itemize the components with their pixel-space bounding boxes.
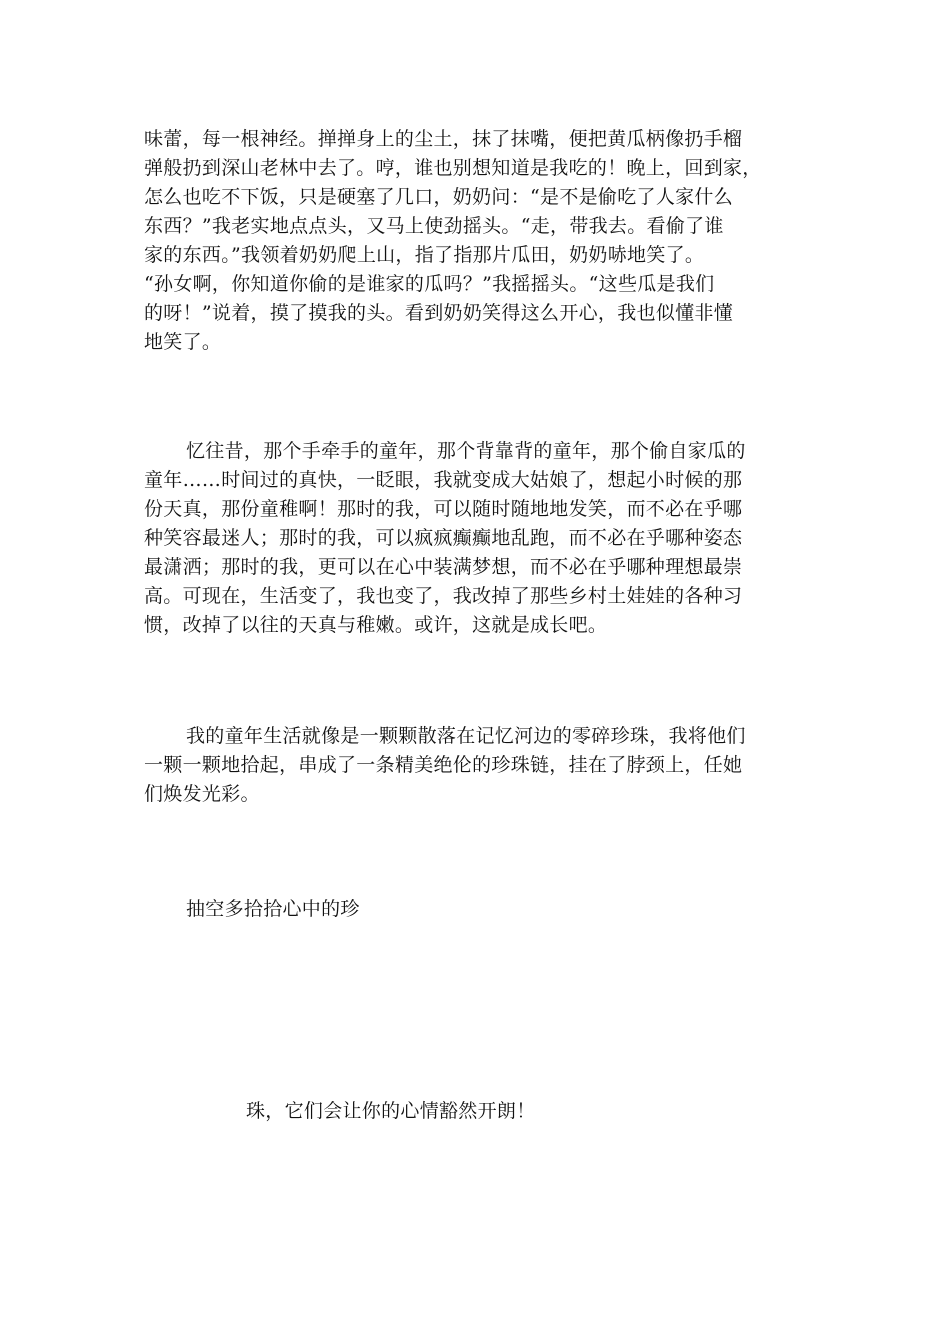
text-line: 家的东西。”我领着奶奶爬上山，指了指那片瓜田，奶奶哧地笑了。	[144, 244, 705, 266]
text-line: 种笑容最迷人；那时的我，可以疯疯癫癫地乱跑，而不必在乎哪种姿态	[144, 527, 743, 549]
text-line: 弹般扔到深山老林中去了。哼，谁也别想知道是我吃的！晚上，回到家，	[144, 157, 762, 179]
text-line: 珠，它们会让你的心情豁然开朗！	[246, 1100, 536, 1122]
paragraph-reminisce	[144, 437, 812, 640]
text-line: 忆往昔，那个手牵手的童年，那个背靠背的童年，那个偷自家瓜的	[186, 440, 746, 462]
text-line: 高。可现在，生活变了，我也变了，我改掉了那些乡村土娃娃的各种习	[144, 585, 743, 607]
paragraph-closing-end	[246, 1097, 914, 1126]
text-line: 最潇洒；那时的我，更可以在心中装满梦想，而不必在乎哪种理想最崇	[144, 556, 743, 578]
text-line: 们焕发光彩。	[144, 783, 260, 805]
paragraph-pearls	[144, 722, 812, 809]
text-line: 味蕾，每一根神经。掸掸身上的尘土，抹了抹嘴，便把黄瓜柄像扔手榴	[144, 128, 743, 150]
text-line: 地笑了。	[144, 331, 222, 353]
text-line: 惯，改掉了以往的天真与稚嫩。或许，这就是成长吧。	[144, 614, 608, 636]
text-line: 抽空多拾拾心中的珍	[186, 898, 360, 920]
text-line: 怎么也吃不下饭，只是硬塞了几口，奶奶问：“是不是偷吃了人家什么	[144, 186, 734, 208]
text-line: 东西？”我老实地点点头，又马上使劲摇头。“走，带我去。看偷了谁	[144, 215, 724, 237]
text-line: 份天真，那份童稚啊！那时的我，可以随时随地地发笑，而不必在乎哪	[144, 498, 743, 520]
text-line: “孙女啊，你知道你偷的是谁家的瓜吗？”我摇摇头。“这些瓜是我们	[144, 273, 715, 295]
text-line: 一颗一颗地拾起，串成了一条精美绝伦的珍珠链，挂在了脖颈上，任她	[144, 754, 743, 776]
text-line: 童年……时间过的真快，一眨眼，我就变成大姑娘了，想起小时候的那	[144, 469, 743, 491]
text-line: 我的童年生活就像是一颗颗散落在记忆河边的零碎珍珠，我将他们	[186, 725, 746, 747]
text-line: 的呀！”说着，摸了摸我的头。看到奶奶笑得这么开心，我也似懂非懂	[144, 302, 734, 324]
paragraph-closing-start	[186, 895, 854, 924]
paragraph-grandma-melon	[144, 125, 812, 357]
